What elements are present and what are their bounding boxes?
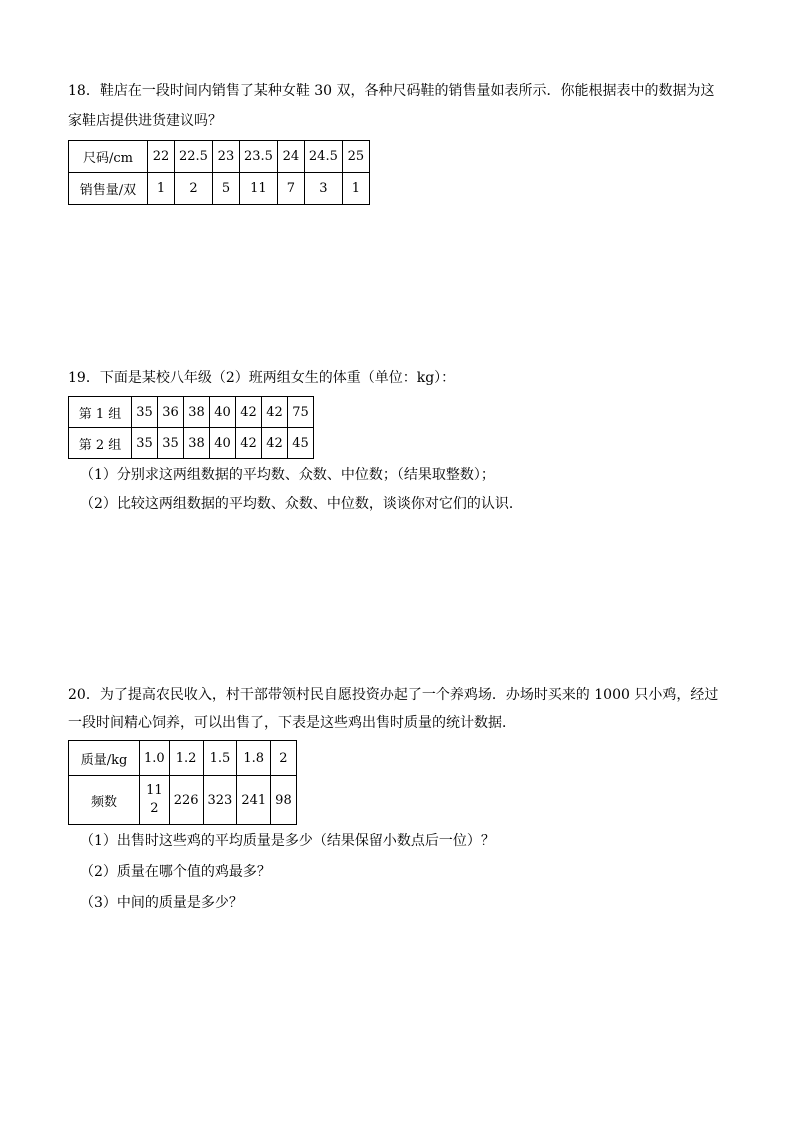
frequency-cell: 226 [169, 776, 203, 825]
problem-19-line-1: 19．下面是某校八年级（2）班两组女生的体重（单位：kg）： [68, 370, 456, 386]
table-row [69, 741, 297, 776]
weight-cell: 35 [132, 428, 158, 459]
mass-cell: 1.2 [169, 741, 203, 776]
frequency-cell-wrapped [146, 782, 163, 818]
problem-19 [68, 367, 728, 514]
frequency-cell: 98 [271, 776, 297, 825]
table-row [69, 173, 370, 205]
sales-cell: 7 [277, 173, 304, 205]
size-cell: 22 [148, 141, 175, 173]
weight-cell: 40 [210, 428, 236, 459]
sales-cell: 5 [212, 173, 239, 205]
size-cell: 24 [277, 141, 304, 173]
weight-cell: 42 [262, 428, 288, 459]
weight-cell: 75 [288, 397, 314, 428]
table-row [69, 397, 314, 428]
frequency-header: 频数 [69, 776, 140, 825]
problem-20 [68, 684, 728, 913]
weight-cell: 35 [158, 428, 184, 459]
sales-cell: 1 [148, 173, 175, 205]
size-header: 尺码/cm [69, 141, 148, 173]
shoe-size-table [68, 140, 370, 205]
weight-cell: 35 [132, 397, 158, 428]
weight-cell: 40 [210, 397, 236, 428]
size-cell: 22.5 [175, 141, 213, 173]
frequency-cell [140, 776, 170, 825]
sales-cell: 1 [342, 173, 369, 205]
weight-cell: 42 [262, 397, 288, 428]
mass-header: 质量/kg [69, 741, 140, 776]
weight-cell: 38 [184, 397, 210, 428]
mass-cell: 2 [271, 741, 297, 776]
problem-20-line-1: 20．为了提高农民收入，村干部带领村民自愿投资办起了一个养鸡场．办场时买来的 1000 只小鸡，经过 [68, 687, 719, 703]
problem-20-subquestion-3: （3）中间的质量是多少？ [80, 895, 243, 911]
chicken-mass-table [68, 740, 297, 825]
table-row [69, 141, 370, 173]
sales-cell: 2 [175, 173, 213, 205]
frequency-cell-top: 11 [146, 783, 163, 798]
group-1-header: 第 1 组 [69, 397, 132, 428]
size-cell: 24.5 [304, 141, 342, 173]
problem-18-line-1: 18．鞋店在一段时间内销售了某种女鞋 30 双，各种尺码鞋的销售量如表所示．你能根据表中的数据为这 [68, 83, 715, 99]
sales-cell: 11 [239, 173, 277, 205]
problem-19-subquestion-1: （1）分别求这两组数据的平均数、众数、中位数；（结果取整数）； [80, 467, 495, 483]
weight-cell: 42 [236, 428, 262, 459]
weight-cell: 42 [236, 397, 262, 428]
group-2-header: 第 2 组 [69, 428, 132, 459]
weight-table [68, 396, 314, 459]
frequency-cell-bottom: 2 [150, 801, 159, 816]
mass-cell: 1.8 [237, 741, 271, 776]
table-row [69, 776, 297, 825]
mass-cell: 1.5 [203, 741, 237, 776]
problem-20-subquestion-2: （2）质量在哪个值的鸡最多？ [80, 864, 271, 880]
sales-header: 销售量/双 [69, 173, 148, 205]
size-cell: 25 [342, 141, 369, 173]
weight-cell: 38 [184, 428, 210, 459]
problem-19-subquestion-2: （2）比较这两组数据的平均数、众数、中位数，谈谈你对它们的认识． [80, 496, 523, 512]
table-row [69, 428, 314, 459]
frequency-cell: 323 [203, 776, 237, 825]
weight-cell: 45 [288, 428, 314, 459]
weight-cell: 36 [158, 397, 184, 428]
problem-18 [68, 80, 728, 205]
problem-20-line-2: 一段时间精心饲养，可以出售了，下表是这些鸡出售时质量的统计数据． [68, 715, 516, 731]
sales-cell: 3 [304, 173, 342, 205]
size-cell: 23.5 [239, 141, 277, 173]
size-cell: 23 [212, 141, 239, 173]
frequency-cell: 241 [237, 776, 271, 825]
problem-18-line-2: 家鞋店提供进货建议吗？ [68, 113, 222, 129]
mass-cell: 1.0 [140, 741, 170, 776]
problem-20-subquestion-1: （1）出售时这些鸡的平均质量是多少（结果保留小数点后一位）？ [80, 833, 495, 849]
